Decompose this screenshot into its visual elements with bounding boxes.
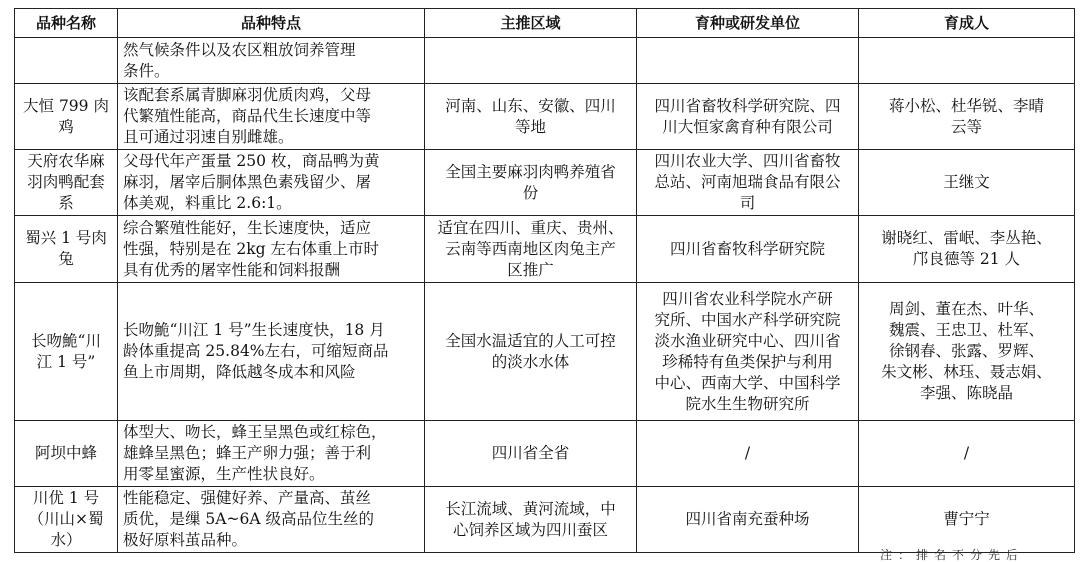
unit-cell: [637, 283, 859, 421]
unit-cell: [637, 487, 859, 553]
region-line: 全国水温适宜的人工可控: [445, 331, 616, 350]
breeder-line: 谢晓红、雷岷、李丛艳、: [881, 229, 1052, 247]
breeder-line: 云等: [950, 117, 982, 136]
breeder-line: 魏震、王忠卫、杜军、: [888, 321, 1044, 339]
breeder-line: 周剑、董在杰、叶华、: [888, 300, 1044, 318]
unit-line: 总站、河南旭瑞食品有限公: [654, 173, 841, 191]
features-line: 用零星蜜源，生产性状良好。: [123, 465, 325, 483]
features-cell: [118, 216, 425, 283]
region-line: 长江流域、黄河流域，中: [445, 499, 616, 518]
table-row: [15, 84, 1075, 150]
region-line: 河南、山东、安徽、四川: [445, 96, 616, 115]
region-cell: [425, 487, 637, 553]
header-unit: 育种或研发单位: [637, 9, 859, 38]
header-variety-name: 品种名称: [15, 9, 118, 38]
table-row: [15, 38, 1075, 84]
features-line: 代繁殖性能高，商品代生长速度中等: [123, 107, 372, 125]
breeder-line: 蒋小松、杜华锐、李晴: [888, 96, 1044, 115]
variety-name-line: （川山×蜀: [28, 510, 104, 528]
features-line: 综合繁殖性能好，生长速度快，适应: [123, 218, 372, 237]
features-line: 然气候条件以及农区粗放饲养管理: [123, 40, 356, 59]
breeder-line: 曹宁宁: [943, 510, 990, 528]
features-cell: [118, 283, 425, 421]
header-row: [15, 9, 1075, 38]
unit-cell: [637, 38, 859, 84]
region-line: 份: [522, 183, 539, 202]
unit-cell: [637, 421, 859, 487]
features-cell: [118, 487, 425, 553]
header-features: 品种特点: [118, 9, 425, 38]
region-cell: [425, 421, 637, 487]
unit-line: 珍稀特有鱼类保护与利用: [662, 352, 833, 371]
variety-name-cell: [15, 487, 118, 553]
unit-line: 四川省农业科学院水产研: [662, 289, 833, 308]
unit-line: 四川省南充蚕种场: [685, 510, 810, 528]
variety-name-line: 水）: [50, 531, 82, 549]
variety-name-cell: [15, 84, 118, 150]
region-line: 适宜在四川、重庆、贵州、: [437, 218, 624, 237]
region-line: 心饲养区域为四川蚕区: [452, 520, 608, 539]
region-cell: [425, 150, 637, 216]
table-row: [15, 216, 1075, 283]
features-line: 体型大、吻长，蜂王呈黑色或红棕色，: [123, 423, 387, 441]
region-line: 全国主要麻羽肉鸭养殖省: [445, 162, 616, 181]
variety-name-line: 长吻鮠“川: [31, 331, 101, 350]
variety-name-line: 鸡: [58, 117, 74, 136]
variety-name-line: 川优 1 号: [32, 489, 100, 507]
variety-name-line: 大恒 799 肉: [23, 96, 109, 115]
features-line: 性能稳定、强健好养、产量高、茧丝: [123, 489, 372, 507]
unit-cell: [637, 84, 859, 150]
unit-line: 四川省畜牧科学研究院、四: [654, 96, 841, 115]
breeder-cell: [859, 283, 1075, 421]
variety-name-cell: [15, 216, 118, 283]
footnote: 注：排名不分先后: [880, 548, 1025, 562]
features-cell: [118, 421, 425, 487]
unit-line: 四川省畜牧科学研究院: [669, 239, 825, 258]
features-line: 质优，是缫 5A~6A 级高品位生丝的: [123, 510, 374, 528]
region-line: 云南等西南地区肉兔主产: [445, 239, 616, 258]
breeder-line: /: [963, 444, 970, 462]
features-cell: [118, 84, 425, 150]
region-line: 等地: [514, 117, 546, 136]
unit-cell: [637, 216, 859, 283]
variety-name-line: 蜀兴 1 号肉: [25, 229, 107, 247]
variety-table: [14, 8, 1075, 553]
breeder-cell: [859, 150, 1075, 216]
features-line: 性强，特别是在 2kg 左右体重上市时: [123, 239, 380, 258]
region-line: 的淡水水体: [491, 352, 570, 371]
variety-name-line: 系: [58, 194, 74, 212]
variety-name-cell: [15, 150, 118, 216]
unit-line: 院水生生物研究所: [685, 394, 810, 413]
breeder-line: 徐钢春、张露、罗辉、: [888, 342, 1044, 360]
unit-line: 中心、西南大学、中国科学: [654, 373, 841, 392]
header-breeder: 育成人: [859, 9, 1075, 38]
unit-line: /: [744, 444, 751, 462]
features-line: 雄蜂呈黑色；蜂王产卵力强；善于利: [123, 444, 372, 462]
region-cell: [425, 216, 637, 283]
features-line: 该配套系属青脚麻羽优质肉鸡，父母: [123, 86, 372, 104]
region-line: 四川省全省: [491, 444, 570, 462]
features-line: 条件。: [123, 61, 170, 80]
features-line: 鱼上市周期，降低越冬成本和风险: [123, 363, 356, 381]
variety-name-line: 江 1 号”: [36, 352, 96, 371]
variety-name-line: 阿坝中蜂: [34, 444, 97, 462]
features-cell: [118, 38, 425, 84]
variety-name-cell: [15, 38, 118, 84]
features-line: 麻羽，屠宰后胴体黑色素残留少、屠: [123, 173, 372, 191]
unit-line: 川大恒家禽育种有限公司: [662, 117, 833, 136]
variety-name-line: 兔: [58, 250, 74, 268]
features-line: 体美观，料重比 2.6:1。: [123, 194, 292, 212]
unit-line: 司: [739, 194, 756, 212]
breeder-cell: [859, 216, 1075, 283]
unit-cell: [637, 150, 859, 216]
features-cell: [118, 150, 425, 216]
table-row: [15, 421, 1075, 487]
region-cell: [425, 283, 637, 421]
header-region: 主推区域: [425, 9, 637, 38]
region-cell: [425, 84, 637, 150]
breeder-cell: [859, 421, 1075, 487]
unit-line: 淡水渔业研究中心、四川省: [654, 331, 841, 350]
breeder-cell: [859, 487, 1075, 553]
features-line: 龄体重提高 25.84%左右，可缩短商品: [123, 342, 389, 360]
table-row: [15, 150, 1075, 216]
features-line: 父母代年产蛋量 250 枚，商品鸭为黄: [123, 152, 380, 170]
breeder-cell: [859, 84, 1075, 150]
breeder-line: 邝良德等 21 人: [912, 250, 1021, 268]
variety-name-cell: [15, 283, 118, 421]
variety-name-cell: [15, 421, 118, 487]
breeder-line: 朱文彬、林珏、聂志娟、: [881, 363, 1052, 381]
features-line: 极好原料茧品种。: [123, 531, 248, 549]
features-line: 长吻鮠“川江 1 号”生长速度快，18 月: [123, 321, 385, 339]
unit-line: 四川农业大学、四川省畜牧: [654, 152, 841, 170]
breeder-line: 王继文: [943, 173, 990, 191]
unit-line: 究所、中国水产科学研究院: [654, 310, 841, 329]
features-line: 且可通过羽速自别雌雄。: [123, 128, 294, 146]
breeder-cell: [859, 38, 1075, 84]
features-line: 具有优秀的屠宰性能和饲料报酬: [123, 260, 341, 279]
table-row: [15, 283, 1075, 421]
breeder-line: 李强、陈晓晶: [919, 384, 1013, 402]
region-line: 区推广: [507, 260, 554, 279]
table-row: [15, 487, 1075, 553]
variety-name-line: 天府农华麻: [27, 152, 105, 170]
region-cell: [425, 38, 637, 84]
variety-name-line: 羽肉鸭配套: [27, 173, 105, 191]
